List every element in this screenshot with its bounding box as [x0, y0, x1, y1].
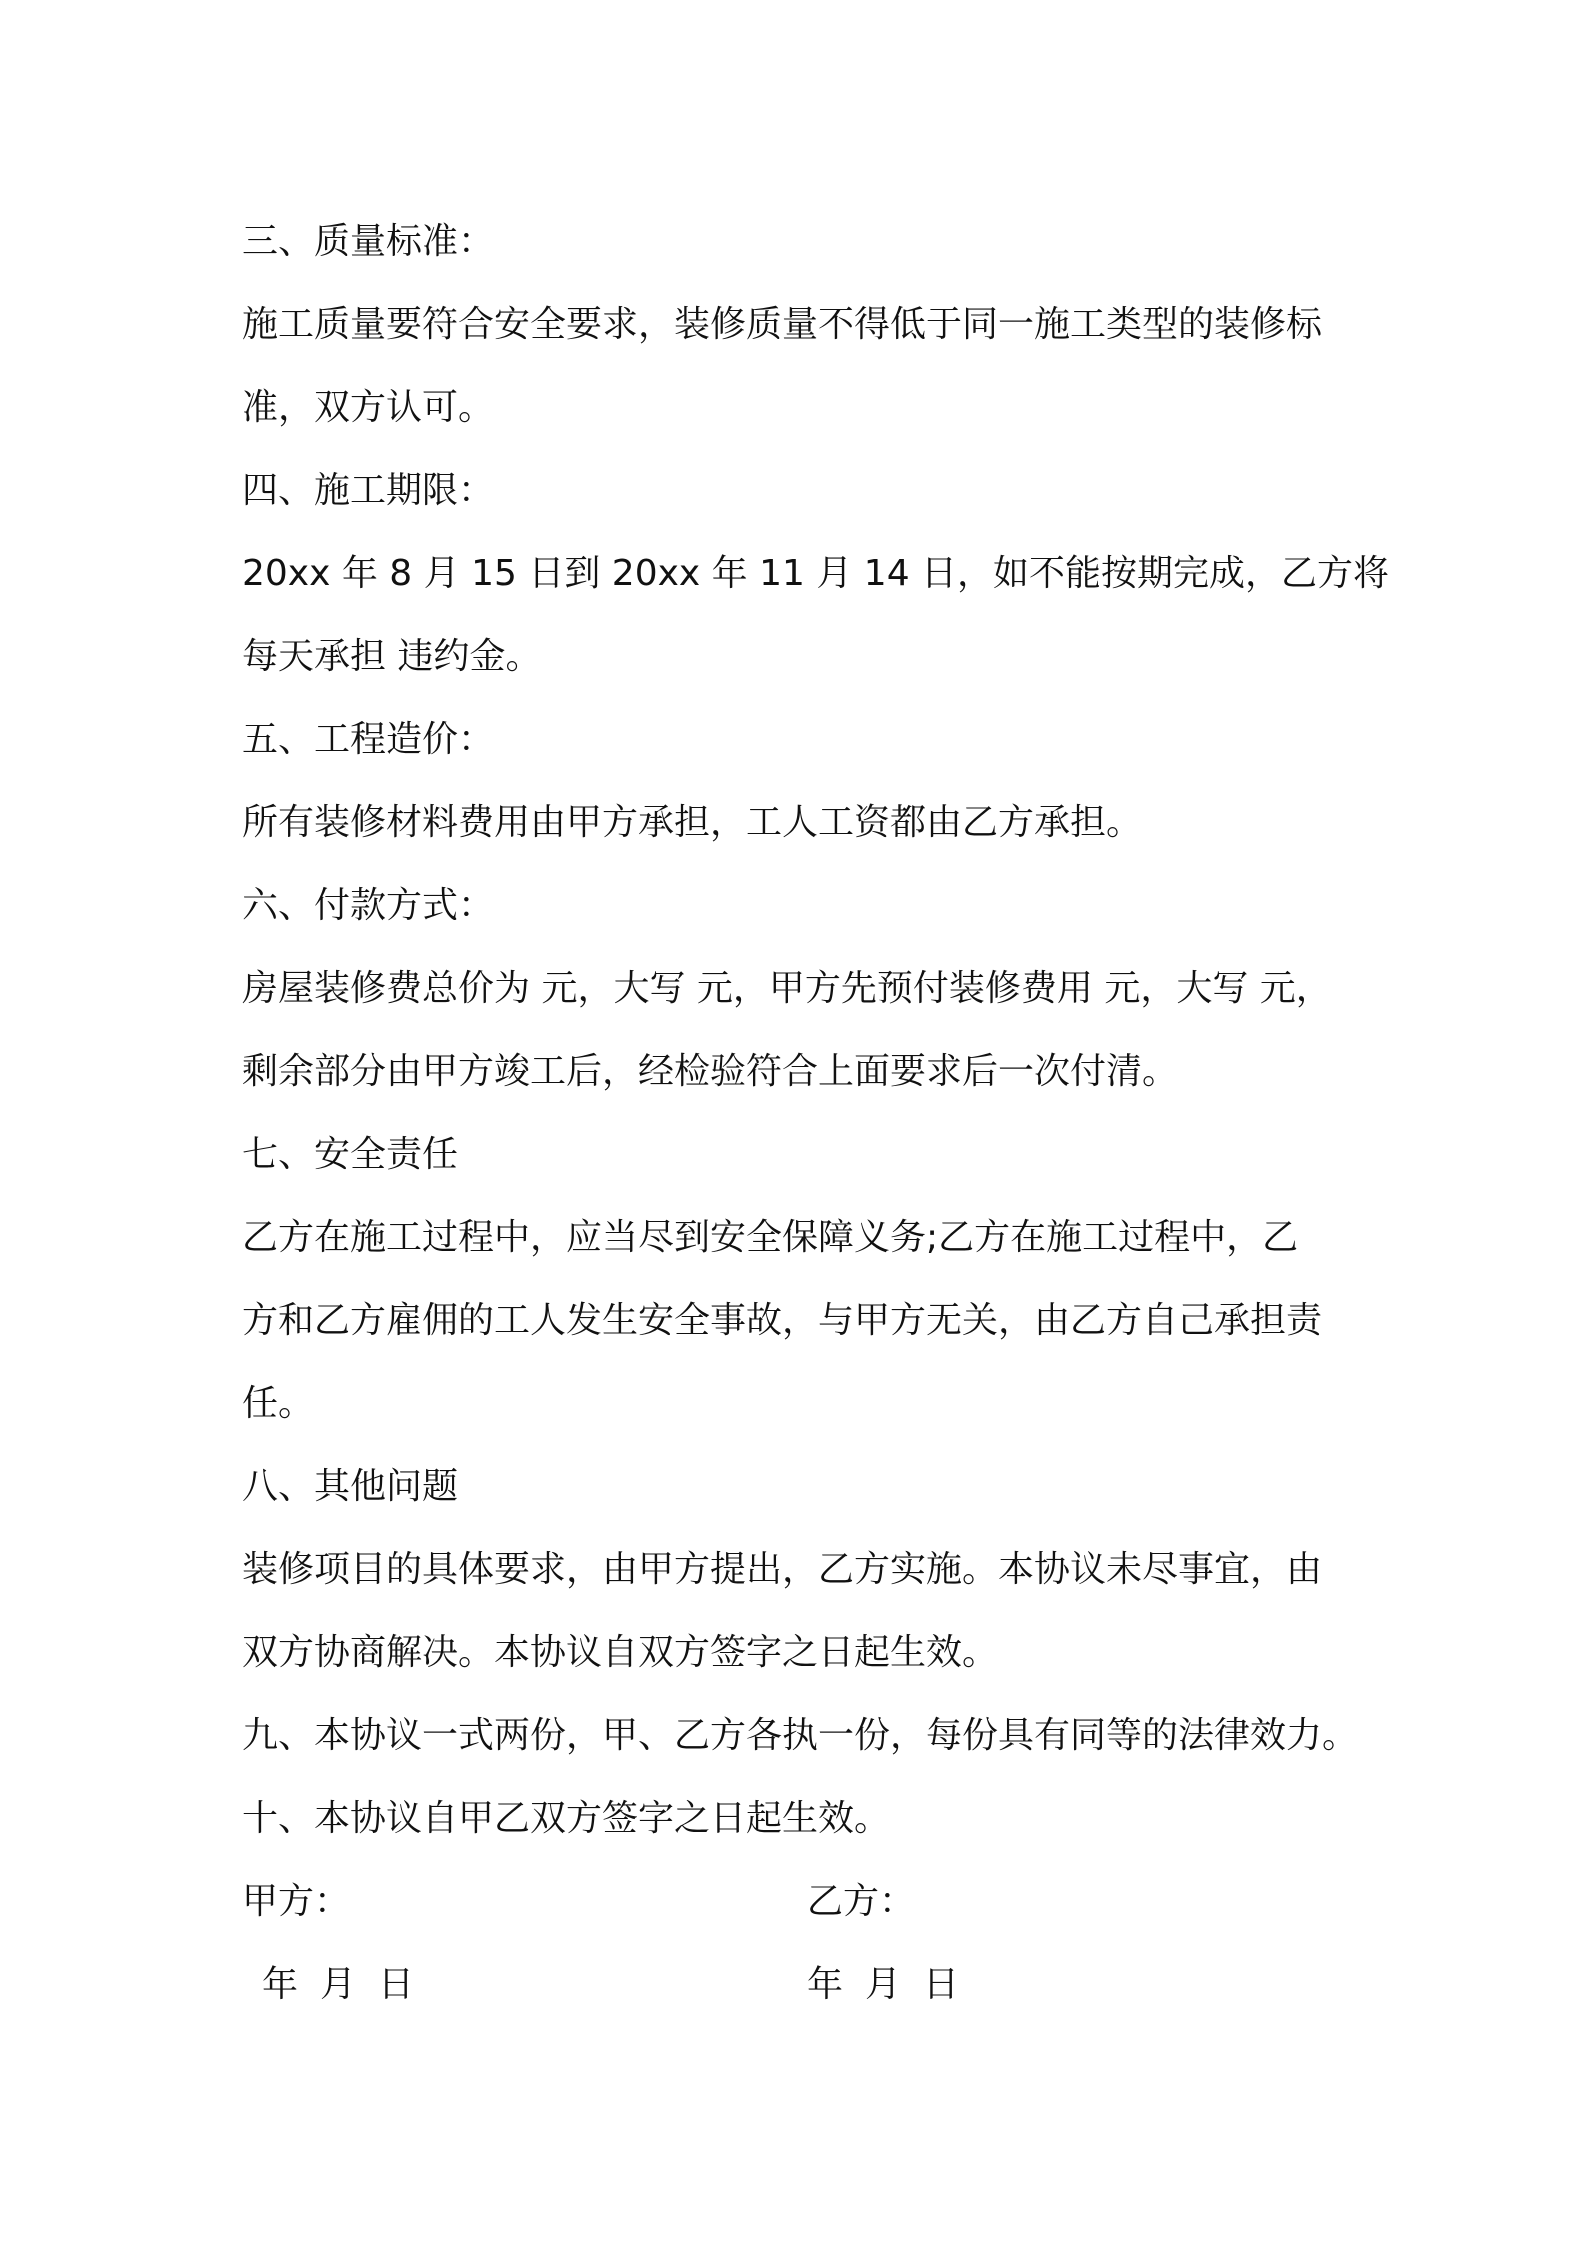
date-row: [242, 1943, 1362, 2026]
party-b-label: 乙方：: [807, 1881, 916, 1922]
date-day-label: 日: [923, 1964, 960, 2005]
section-item-ten: 十、本协议自甲乙双方签字之日起生效。: [242, 1798, 891, 1839]
paragraph-line: 房屋装修费总价为 元，大写 元，甲方先预付装修费用 元，大写 元，: [242, 968, 1332, 1009]
date-month-label: 月: [865, 1964, 902, 2005]
date-month-label: 月: [320, 1964, 357, 2005]
paragraph-line: 剩余部分由甲方竣工后，经检验符合上面要求后一次付清。: [242, 1051, 1179, 1092]
party-a-date: [262, 1943, 436, 2026]
paragraph-line: 所有装修材料费用由甲方承担，工人工资都由乙方承担。: [242, 802, 1143, 843]
section-heading-payment: 六、付款方式：: [242, 885, 495, 926]
section-item-nine: 九、本协议一式两份，甲、乙方各执一份，每份具有同等的法律效力。: [242, 1715, 1359, 1756]
paragraph-line: 方和乙方雇佣的工人发生安全事故，与甲方无关，由乙方自己承担责: [242, 1300, 1323, 1341]
paragraph-line: 准，双方认可。: [242, 387, 495, 428]
paragraph-line: 乙方在施工过程中，应当尽到安全保障义务;乙方在施工过程中，乙: [242, 1217, 1299, 1258]
paragraph-line: 施工质量要符合安全要求，装修质量不得低于同一施工类型的装修标: [242, 304, 1323, 345]
document-body: [242, 200, 1390, 2026]
section-heading-cost: 五、工程造价：: [242, 719, 495, 760]
signature-row: [242, 1860, 1362, 1943]
paragraph-line: 双方协商解决。本协议自双方签字之日起生效。: [242, 1632, 999, 1673]
section-heading-period: 四、施工期限：: [242, 470, 495, 511]
party-b-date: [807, 1943, 981, 2026]
paragraph-line: 每天承担 违约金。: [242, 636, 542, 677]
section-heading-safety: 七、安全责任: [242, 1134, 459, 1175]
date-day-label: 日: [378, 1964, 415, 2005]
date-year-label: 年: [807, 1964, 844, 2005]
section-heading-quality: 三、质量标准：: [242, 221, 495, 262]
paragraph-line: 装修项目的具体要求，由甲方提出，乙方实施。本协议未尽事宜，由: [242, 1549, 1323, 1590]
party-a-label: 甲方：: [242, 1881, 351, 1922]
section-heading-other: 八、其他问题: [242, 1466, 459, 1507]
paragraph-line: 任。: [242, 1383, 315, 1424]
paragraph-line: 20xx 年 8 月 15 日到 20xx 年 11 月 14 日，如不能按期完成，乙方将: [242, 553, 1390, 594]
date-year-label: 年: [262, 1964, 299, 2005]
